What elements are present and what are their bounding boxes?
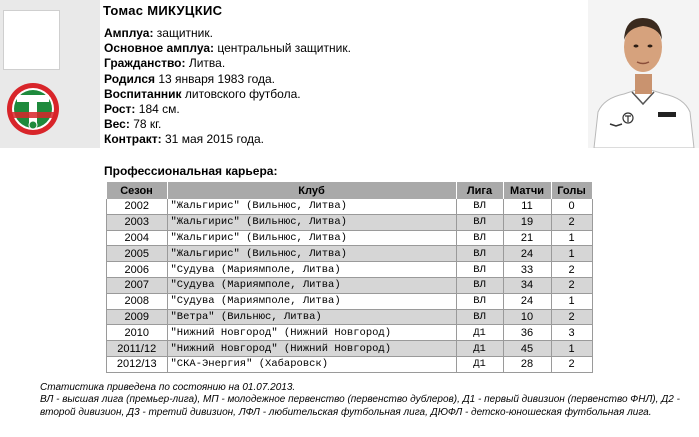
info-row-height — [104, 102, 351, 117]
cell-league: ВЛ — [456, 277, 503, 293]
cell-matches: 11 — [503, 199, 551, 214]
info-row-contract — [104, 132, 351, 147]
info-row-weight — [104, 117, 351, 132]
table-row — [107, 325, 593, 341]
info-value: 13 января 1983 года. — [155, 71, 276, 86]
career-table — [106, 182, 593, 373]
cell-goals: 3 — [551, 325, 592, 341]
cell-club: "Жальгирис" (Вильнюс, Литва) — [167, 230, 456, 246]
table-row — [107, 246, 593, 262]
info-label: Амплуа: — [104, 26, 154, 40]
table-row — [107, 277, 593, 293]
info-value: центральный защитник. — [214, 41, 351, 56]
table-row — [107, 293, 593, 309]
info-label: Рост: — [104, 102, 136, 117]
column-header-club: Клуб — [167, 182, 456, 199]
info-label: Воспитанник — [104, 86, 182, 101]
cell-club: "Жальгирис" (Вильнюс, Литва) — [167, 214, 456, 230]
info-row-citizenship — [104, 56, 351, 71]
cell-goals: 2 — [551, 277, 592, 293]
cell-season: 2010 — [107, 325, 168, 341]
table-row — [107, 356, 593, 372]
placeholder-image — [3, 10, 60, 70]
footnotes — [40, 382, 690, 419]
cell-matches: 28 — [503, 356, 551, 372]
cell-season: 2012/13 — [107, 356, 168, 372]
table-row — [107, 230, 593, 246]
column-header-season: Сезон — [107, 182, 168, 199]
cell-league: ВЛ — [456, 293, 503, 309]
cell-matches: 34 — [503, 277, 551, 293]
cell-club: "Ветра" (Вильнюс, Литва) — [167, 309, 456, 325]
info-value: 31 мая 2015 года. — [161, 132, 265, 147]
cell-goals: 2 — [551, 356, 592, 372]
cell-goals: 1 — [551, 293, 592, 309]
info-label: Родился — [104, 71, 156, 86]
info-label: Основное амплуа: — [104, 41, 214, 56]
cell-club: "Судува (Мариямполе, Литва) — [167, 262, 456, 278]
left-panel — [0, 0, 100, 148]
info-row-main-position — [104, 41, 351, 56]
cell-league: ВЛ — [456, 309, 503, 325]
column-header-matches: Матчи — [503, 182, 551, 199]
cell-league: Д1 — [456, 325, 503, 341]
info-value: 184 см. — [135, 102, 180, 117]
cell-league: ВЛ — [456, 199, 503, 214]
cell-league: Д1 — [456, 341, 503, 357]
table-row — [107, 262, 593, 278]
table-header-row — [107, 182, 593, 199]
stats-date-note: Статистика приведена по состоянию на 01.07.2013. — [40, 382, 296, 393]
cell-season: 2004 — [107, 230, 168, 246]
cell-club: "Нижний Новгород" (Нижний Новгород) — [167, 325, 456, 341]
column-header-goals: Голы — [551, 182, 592, 199]
info-row-position — [104, 26, 351, 41]
player-photo — [588, 0, 699, 148]
cell-season: 2002 — [107, 199, 168, 214]
cell-season: 2005 — [107, 246, 168, 262]
cell-season: 2008 — [107, 293, 168, 309]
league-legend-note: ВЛ - высшая лига (премьер-лига), МП - молодежное первенство (первенство дублеров), Д1 - первый дивизион (первенство ФНЛ), Д2 - второй дивизион, Д3 - третий дивизион, ЛФЛ - любительская футбольная лига, ДЮФЛ - детско-юношеская футбольная лига. — [40, 394, 680, 418]
career-title: Профессиональная карьера: — [104, 164, 278, 178]
cell-club: "Нижний Новгород" (Нижний Новгород) — [167, 341, 456, 357]
table-row — [107, 199, 593, 214]
cell-league: ВЛ — [456, 246, 503, 262]
cell-season: 2011/12 — [107, 341, 168, 357]
cell-goals: 1 — [551, 341, 592, 357]
cell-club: "Судува (Мариямполе, Литва) — [167, 277, 456, 293]
cell-goals: 2 — [551, 214, 592, 230]
info-row-academy — [104, 87, 351, 102]
cell-league: ВЛ — [456, 230, 503, 246]
cell-season: 2009 — [107, 309, 168, 325]
club-logo — [5, 81, 61, 137]
cell-club: "СКА-Энергия" (Хабаровск) — [167, 356, 456, 372]
player-first-name: Томас — [103, 3, 144, 18]
info-value: Литва. — [185, 56, 226, 71]
cell-goals: 2 — [551, 262, 592, 278]
info-value: литовского футбола. — [181, 86, 301, 101]
player-last-name: МИКУЦКИС — [147, 3, 223, 18]
cell-matches: 33 — [503, 262, 551, 278]
cell-season: 2006 — [107, 262, 168, 278]
cell-league: Д1 — [456, 356, 503, 372]
cell-matches: 19 — [503, 214, 551, 230]
info-label: Контракт: — [104, 132, 162, 147]
cell-goals: 1 — [551, 230, 592, 246]
cell-matches: 45 — [503, 341, 551, 357]
cell-season: 2003 — [107, 214, 168, 230]
cell-club: "Жальгирис" (Вильнюс, Литва) — [167, 199, 456, 214]
info-value: защитник. — [153, 26, 213, 40]
table-row — [107, 309, 593, 325]
info-label: Гражданство: — [104, 56, 186, 71]
cell-goals: 0 — [551, 199, 592, 214]
table-row — [107, 214, 593, 230]
cell-matches: 21 — [503, 230, 551, 246]
cell-goals: 2 — [551, 309, 592, 325]
player-info — [104, 26, 351, 148]
cell-season: 2007 — [107, 277, 168, 293]
info-row-born — [104, 72, 351, 87]
cell-club: "Жальгирис" (Вильнюс, Литва) — [167, 246, 456, 262]
info-value: 78 кг. — [129, 117, 162, 132]
cell-matches: 24 — [503, 293, 551, 309]
cell-matches: 24 — [503, 246, 551, 262]
cell-league: ВЛ — [456, 262, 503, 278]
player-name — [103, 3, 222, 18]
cell-goals: 1 — [551, 246, 592, 262]
cell-matches: 36 — [503, 325, 551, 341]
cell-club: "Судува (Мариямполе, Литва) — [167, 293, 456, 309]
cell-league: ВЛ — [456, 214, 503, 230]
column-header-league: Лига — [456, 182, 503, 199]
cell-matches: 10 — [503, 309, 551, 325]
table-row — [107, 341, 593, 357]
info-label: Вес: — [104, 117, 130, 132]
